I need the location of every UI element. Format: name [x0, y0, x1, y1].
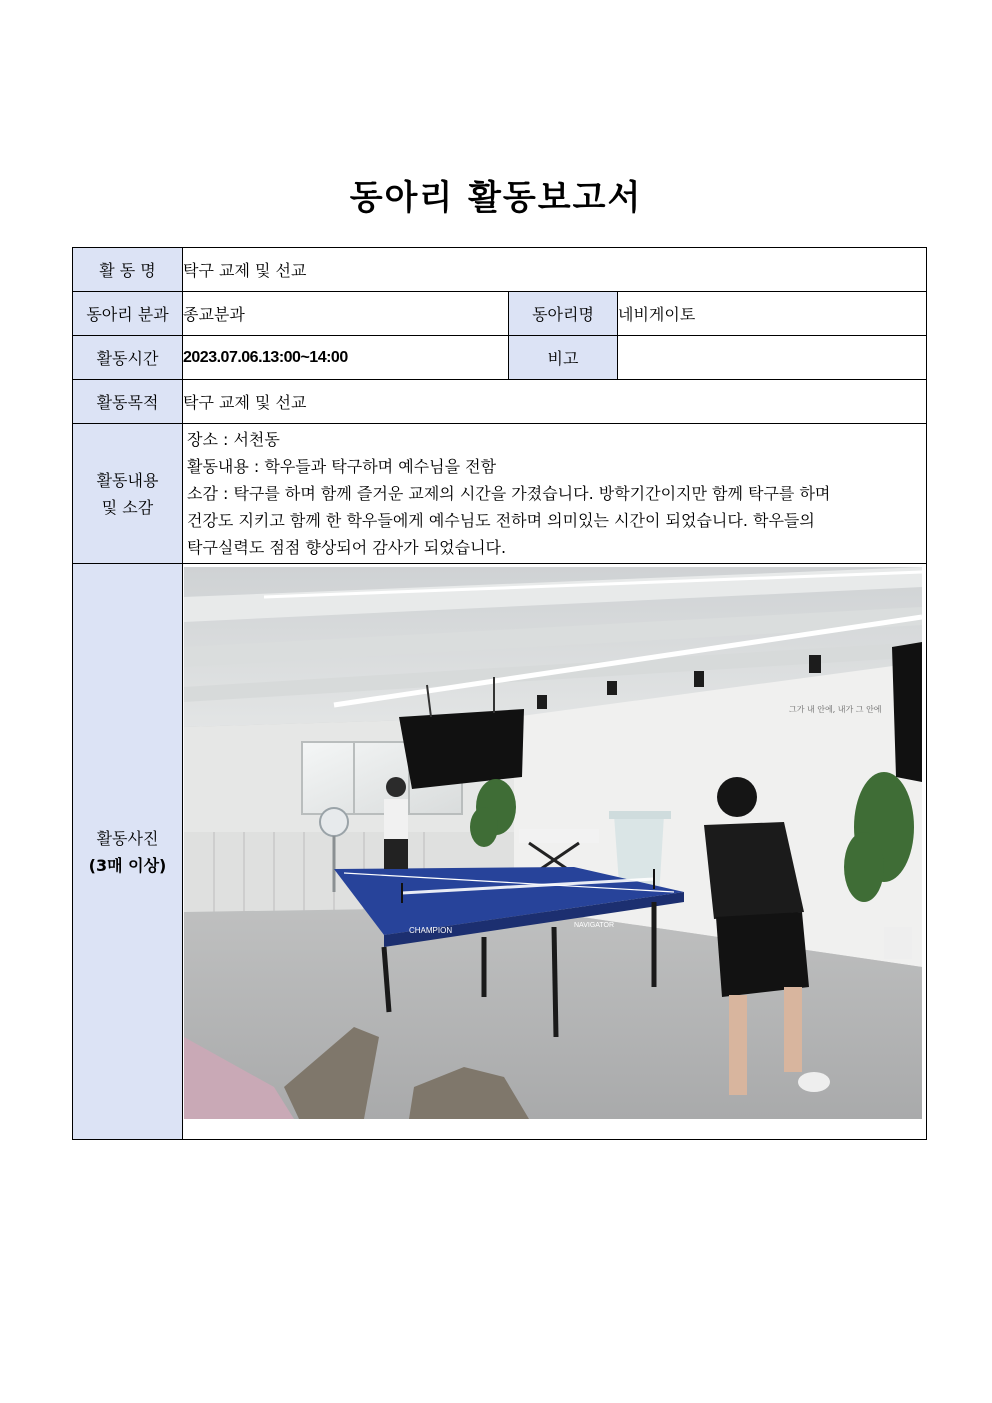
remarks-value: [618, 336, 927, 380]
document-title: 동아리 활동보고서: [349, 178, 643, 218]
content-label: [73, 424, 183, 564]
row-purpose: [73, 380, 927, 424]
content-line: 장소 : 서천동: [187, 430, 280, 449]
content-value: [183, 424, 927, 564]
activity-name-value: 탁구 교제 및 선교: [183, 248, 927, 292]
row-time: [73, 336, 927, 380]
table-model-text: NAVIGATOR: [574, 922, 615, 929]
photo-label: [73, 564, 183, 1140]
activity-time-label: 활동시간: [73, 336, 183, 380]
content-label-line2: 및 소감: [101, 497, 154, 517]
content-line: 활동내용 : 학우들과 탁구하며 예수님을 전함: [187, 457, 497, 476]
row-activity-name: [73, 248, 927, 292]
table-brand-text: CHAMPION: [409, 926, 453, 935]
row-content: [73, 424, 927, 564]
content-label-line1: 활동내용: [96, 470, 159, 490]
activity-time-value: 2023.07.06.13:00~14:00: [183, 336, 509, 380]
photo-label-line1: 활동사진: [96, 828, 159, 848]
wall-text: 그가 내 안에, 내가 그 안에: [789, 705, 882, 714]
purpose-value: 탁구 교제 및 선교: [183, 380, 927, 424]
row-photo: [73, 564, 927, 1140]
club-division-value: 종교분과: [183, 292, 509, 336]
activity-photo: [184, 567, 922, 1119]
club-division-label: 동아리 분과: [73, 292, 183, 336]
club-name-value: 네비게이토: [618, 292, 927, 336]
activity-name-label: 활 동 명: [73, 248, 183, 292]
photo-label-line2: (3매 이상): [88, 855, 167, 875]
content-line: 탁구실력도 점점 향상되어 감사가 되었습니다.: [187, 538, 507, 557]
photo-cell: [183, 564, 927, 1140]
report-table: [72, 247, 927, 1140]
content-line: 소감 : 탁구를 하며 함께 즐거운 교제의 시간을 가졌습니다. 방학기간이지만 함께 탁구를 하며: [187, 484, 831, 503]
content-line: 건강도 지키고 함께 한 학우들에게 예수님도 전하며 의미있는 시간이 되었습니다. 학우들의: [187, 511, 815, 530]
club-name-label: 동아리명: [509, 292, 618, 336]
row-club: [73, 292, 927, 336]
purpose-label: 활동목적: [73, 380, 183, 424]
table-tennis-photo: [184, 567, 922, 1119]
remarks-label: 비고: [509, 336, 618, 380]
